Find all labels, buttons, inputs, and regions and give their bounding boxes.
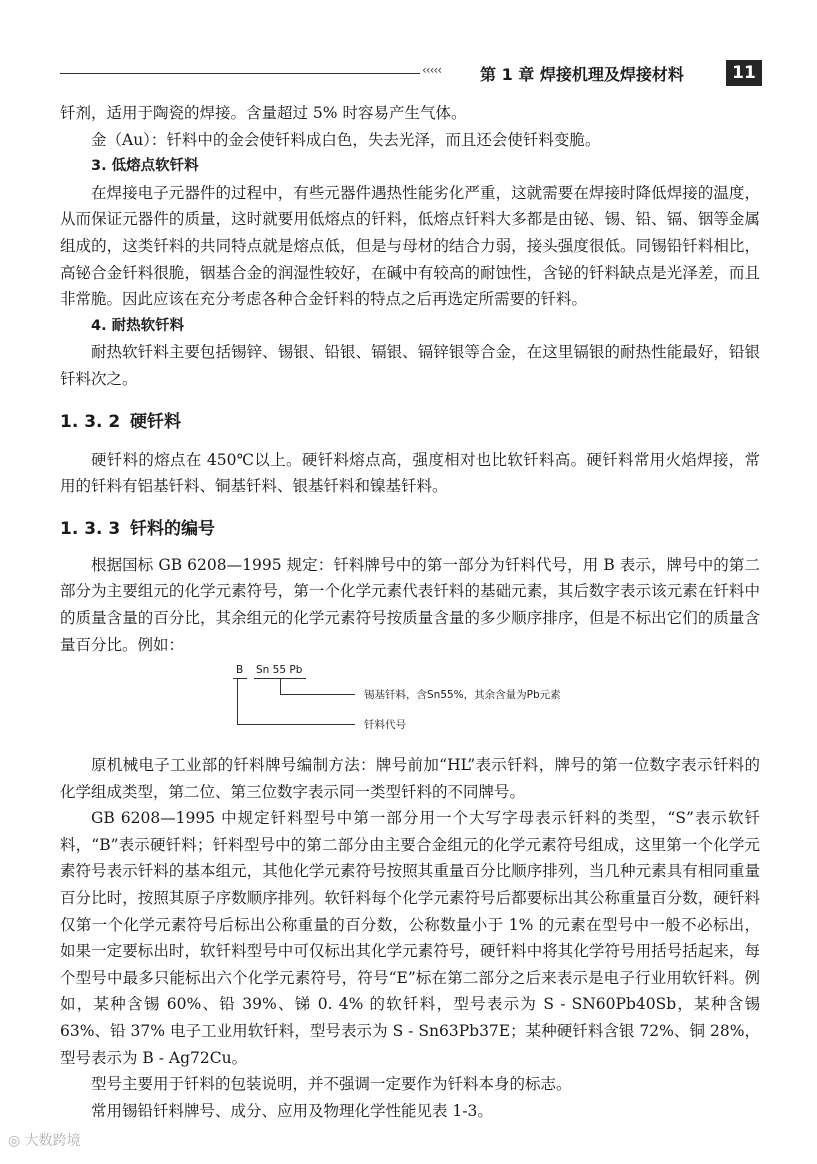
designation-diagram [60, 662, 760, 742]
paragraph: GB 6208—1995 中规定钎料型号中第一部分用一个大写字母表示钎料的类型，“S”表示软钎料，“B”表示硬钎料；钎料型号中的第二部分由主要合金组元的化学元素符号组成，这里第一个化学元素符号表示钎料的基本组元，其他化学元素符号按照其重量百分比顺序排列，当几种元素具有相同重量百分比时，按照其原子序数顺序排列。软钎料每个化学元素符号后都要标出其公称重量百分数，硬钎料仅第一个化学元素符号后标出公称重量的百分数，公称数量小于 1% 的元素在型号中一般不必标出，如果一定要标出时，软钎料型号中可仅标出其化学元素符号，硬钎料中将其化学符号用括号括起来，每个型号中最多只能标出六个化学元素符号，符号“E”标在第二部分之后来表示是电子行业用软钎料。例如，某种含锡 60%、铅 39%、锑 0. 4% 的软钎料，型号表示为 S - SN60Pb40Sb，某种含锡 63%、铅 37% 电子工业用软钎料，型号表示为 S - Sn63Pb37E；某种硬钎料含银 72%、铜 28%，型号表示为 B - Ag72Cu。 [60, 809, 760, 1067]
diagram-label-code: 钎料代号 [364, 719, 406, 732]
diagram-connector [237, 679, 238, 724]
page-body [60, 100, 760, 1124]
paragraph: 常用锡铅钎料牌号、成分、应用及物理化学性能见表 1-3。 [91, 1101, 493, 1120]
section-number: 1. 3. 2 [60, 411, 121, 432]
header-chevrons: ‹‹‹‹‹ [422, 63, 441, 77]
paragraph: 在焊接电子元器件的过程中，有些元器件遇热性能劣化严重，这就需要在焊接时降低焊接的温度，从而保证元器件的质量，这时就要用低熔点的钎料，低熔点钎料大多都是由铋、锡、铅、镉、铟等金属组成的，这类钎料的共同特点就是熔点低，但是与母材的结合力弱，接头强度很低。同锡铅钎料相比，高铋合金钎料很脆，铟基合金的润湿性较好，在碱中有较高的耐蚀性，含铋的钎料缺点是光泽差，而且非常脆。因此应该在充分考虑各种合金钎料的特点之后再选定所需要的钎料。 [60, 183, 760, 309]
section-heading-1-3-3 [60, 518, 760, 540]
paragraph: 金（Au）：钎料中的金会使钎料成白色，失去光泽，而且还会使钎料变脆。 [91, 130, 601, 149]
diagram-connector [280, 679, 281, 694]
paragraph: 耐热软钎料主要包括锡锌、锡银、铅银、镉银、镉锌银等合金，在这里镉银的耐热性能最好，铅银钎料次之。 [60, 343, 760, 388]
chapter-title: 第 1 章 焊接机理及焊接材料 [480, 65, 684, 84]
diagram-connector [237, 724, 355, 725]
page-header [60, 60, 760, 88]
watermark-text: 大数跨境 [24, 1133, 81, 1149]
paragraph: 型号主要用于钎料的包装说明，并不强调一定要作为钎料本身的标志。 [91, 1075, 572, 1094]
section-number: 1. 3. 3 [60, 518, 121, 539]
diagram-connector [280, 694, 355, 695]
section-heading-1-3-2 [60, 411, 760, 433]
diagram-underline-b [233, 678, 247, 679]
paragraph: 钎剂，适用于陶瓷的焊接。含量超过 5% 时容易产生气体。 [60, 104, 467, 122]
diagram-code-b: B [236, 664, 244, 677]
paragraph: 原机械电子工业部的钎料牌号编制方法：牌号前加“HL”表示钎料，牌号的第一位数字表示钎料的化学组成类型，第二位、第三位数字表示同一类型钎料的不同牌号。 [60, 756, 760, 801]
subheading-low-melting: 3. 低熔点软钎料 [91, 158, 199, 175]
watermark-icon: ◎ [8, 1133, 25, 1149]
section-title: 钎料的编号 [130, 518, 215, 539]
watermark-logo [8, 1130, 81, 1150]
header-rule [60, 73, 420, 74]
paragraph: 根据国标 GB 6208—1995 规定：钎料牌号中的第一部分为钎料代号，用 B 表示，牌号中的第二部分为主要组元的化学元素符号，第一个化学元素代表钎料的基础元素，其后数字表示该元素在钎料中的质量含量的百分比，其余组元的化学元素符号按质量含量的多少顺序排序，但是不标出它们的质量含量百分比。例如： [60, 555, 760, 654]
diagram-code-elements: Sn 55 Pb [256, 664, 303, 677]
diagram-label-base: 锡基钎料，含Sn55%，其余含量为Pb元素 [364, 689, 561, 702]
paragraph: 硬钎料的熔点在 450℃以上。硬钎料熔点高，强度相对也比软钎料高。硬钎料常用火焰焊接，常用的钎料有铝基钎料、铜基钎料、银基钎料和镍基钎料。 [60, 450, 760, 496]
page-number: 11 [726, 60, 762, 86]
subheading-heat-resistant: 4. 耐热软钎料 [91, 317, 185, 334]
section-title: 硬钎料 [130, 411, 181, 432]
